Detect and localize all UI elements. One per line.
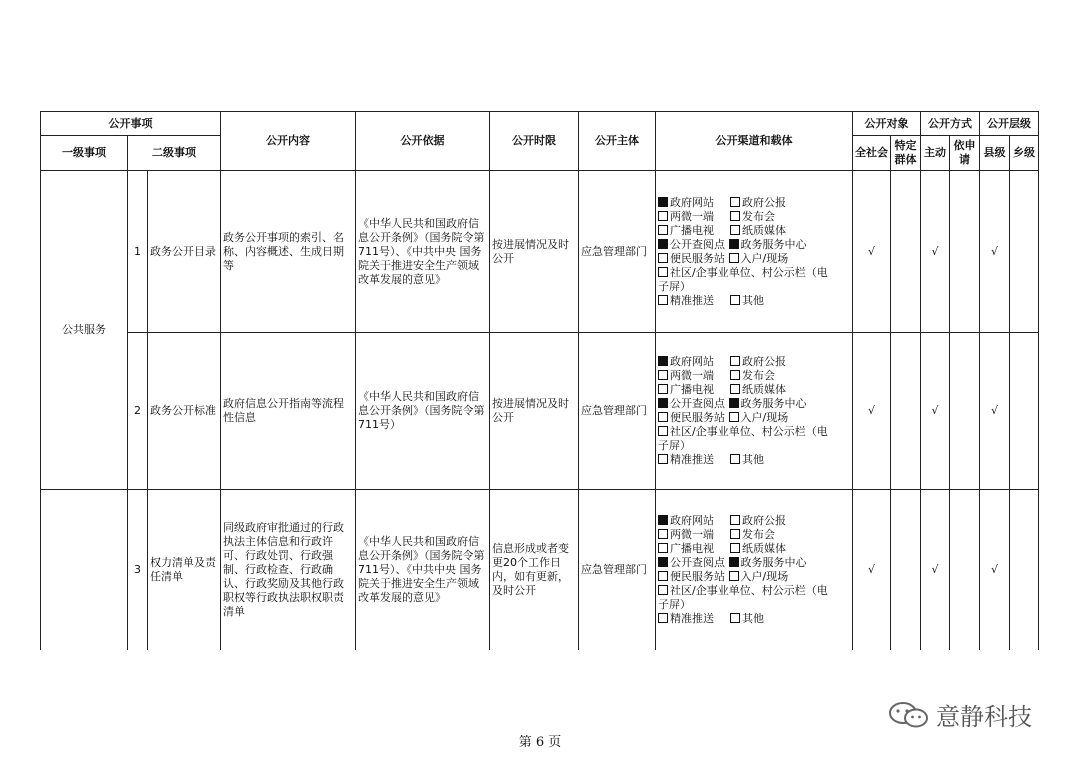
level-county-mark: √	[980, 171, 1010, 333]
channel-broadcast-tv: 广播电视	[670, 223, 715, 237]
level-town-mark	[1010, 171, 1039, 333]
checkbox-icon	[730, 211, 740, 221]
channels-cell	[656, 171, 853, 333]
header-channels: 公开渠道和载体	[656, 112, 853, 171]
checkbox-icon	[658, 370, 668, 380]
watermark-text: 意静科技	[936, 703, 1032, 731]
channel-gov-site: 政府网站	[670, 355, 715, 368]
subject-cell: 应急管理部门	[579, 171, 656, 333]
checkbox-icon	[730, 543, 740, 553]
header-content: 公开内容	[221, 112, 356, 171]
basis-cell: 《中华人民共和国政府信息公开条例》（国务院令第711号）	[356, 333, 490, 490]
channel-service-center: 政务服务中心	[740, 555, 807, 569]
header-level: 公开层级	[980, 112, 1039, 136]
checkbox-icon	[658, 585, 668, 595]
header-target: 公开对象	[853, 112, 921, 136]
header-mode: 公开方式	[921, 112, 980, 136]
checkbox-icon	[729, 571, 739, 581]
content-cell: 政府信息公开指南等流程性信息	[221, 333, 356, 490]
level-county-mark: √	[980, 333, 1010, 490]
checkbox-icon	[730, 370, 740, 380]
checkbox-icon	[730, 384, 740, 394]
checkbox-icon	[730, 529, 740, 539]
channel-paper-media: 纸质媒体	[742, 223, 787, 237]
channel-bulletin: 社区/企事业单位、村公示栏（电	[670, 265, 828, 279]
checkbox-icon	[658, 267, 668, 277]
checked-box-icon	[729, 398, 739, 408]
header-level1: 一级事项	[41, 136, 128, 171]
content-cell: 政务公开事项的索引、名称、内容概述、生成日期等	[221, 171, 356, 333]
channel-precise-push: 精准推送	[670, 453, 715, 466]
channel-public-reading: 公开查阅点	[670, 397, 726, 410]
time-limit-cell: 按进展情况及时公开	[490, 171, 579, 333]
checkbox-icon	[658, 426, 668, 436]
mode-apply-mark	[950, 490, 980, 650]
level1-item-empty	[41, 490, 128, 650]
checked-box-icon	[658, 197, 668, 207]
table-row	[41, 171, 1039, 333]
channel-press-conf: 发布会	[742, 527, 776, 541]
time-limit-cell: 按进展情况及时公开	[490, 333, 579, 490]
channel-two-weibo: 两微一端	[670, 209, 715, 223]
checkbox-icon	[730, 356, 740, 366]
target-specific-mark	[891, 333, 921, 490]
basis-cell: 《中华人民共和国政府信息公开条例》（国务院令第711号）、《中共中央 国务院关于推进安全生产领域改革发展的意见》	[356, 490, 490, 650]
checked-box-icon	[658, 398, 668, 408]
header-level2: 二级事项	[128, 136, 221, 171]
level-town-mark	[1010, 333, 1039, 490]
checkbox-icon	[658, 295, 668, 305]
level2-item: 政务公开标准	[148, 333, 221, 490]
checkbox-icon	[658, 571, 668, 581]
channel-bulletin-cont: 子屏）	[658, 279, 692, 293]
table-row	[41, 333, 1039, 490]
checkbox-icon	[730, 197, 740, 207]
channel-other: 其他	[742, 453, 765, 466]
channel-paper-media: 纸质媒体	[742, 541, 787, 555]
checkbox-icon	[658, 384, 668, 394]
channel-door-onsite: 入户/现场	[740, 411, 789, 424]
mode-active-mark: √	[921, 490, 950, 650]
header-row-1	[41, 112, 1039, 136]
channel-two-weibo: 两微一端	[670, 369, 715, 382]
header-target-specific: 特定群体	[891, 136, 921, 171]
channel-bulletin-cont: 子屏）	[658, 597, 692, 611]
channels-cell	[656, 333, 853, 490]
channel-precise-push: 精准推送	[670, 293, 715, 307]
header-items: 公开事项	[41, 112, 221, 136]
channel-press-conf: 发布会	[742, 369, 776, 382]
target-all-mark: √	[853, 333, 891, 490]
channel-other: 其他	[742, 293, 765, 307]
channel-press-conf: 发布会	[742, 209, 776, 223]
level1-item: 公共服务	[41, 171, 128, 490]
channel-bulletin: 社区/企事业单位、村公示栏（电	[670, 583, 828, 597]
channel-service-center: 政务服务中心	[740, 237, 807, 251]
channel-bulletin-cont: 子屏）	[658, 439, 692, 452]
wechat-icon	[888, 701, 930, 729]
table-row	[41, 490, 1039, 650]
channel-door-onsite: 入户/现场	[740, 251, 789, 265]
channel-public-reading: 公开查阅点	[670, 555, 726, 569]
channel-gov-gazette: 政府公报	[742, 355, 787, 368]
channel-broadcast-tv: 广播电视	[670, 541, 715, 555]
checkbox-icon	[658, 613, 668, 623]
checkbox-icon	[658, 412, 668, 422]
header-mode-apply: 依申请	[950, 136, 980, 171]
channel-bulletin: 社区/企事业单位、村公示栏（电	[670, 425, 828, 438]
checkbox-icon	[658, 529, 668, 539]
checkbox-icon	[730, 515, 740, 525]
checked-box-icon	[658, 557, 668, 567]
channel-service-station: 便民服务站	[670, 569, 726, 583]
checked-box-icon	[658, 515, 668, 525]
basis-cell: 《中华人民共和国政府信息公开条例》（国务院令第711号）、《中共中央 国务院关于推进安全生产领域改革发展的意见》	[356, 171, 490, 333]
checked-box-icon	[729, 239, 739, 249]
checked-box-icon	[729, 557, 739, 567]
checkbox-icon	[730, 454, 740, 464]
mode-active-mark: √	[921, 171, 950, 333]
checked-box-icon	[658, 239, 668, 249]
channel-two-weibo: 两微一端	[670, 527, 715, 541]
checkbox-icon	[658, 253, 668, 263]
level-town-mark	[1010, 490, 1039, 650]
header-subject: 公开主体	[579, 112, 656, 171]
channel-service-center: 政务服务中心	[740, 397, 807, 410]
header-target-all: 全社会	[853, 136, 891, 171]
checkbox-icon	[658, 454, 668, 464]
checkbox-icon	[658, 543, 668, 553]
checkbox-icon	[729, 412, 739, 422]
channels-cell	[656, 490, 853, 650]
channel-service-station: 便民服务站	[670, 411, 726, 424]
level2-item: 权力清单及责任清单	[148, 490, 221, 650]
watermark	[888, 697, 1032, 732]
target-specific-mark	[891, 490, 921, 650]
channel-precise-push: 精准推送	[670, 611, 715, 625]
header-basis: 公开依据	[356, 112, 490, 171]
target-specific-mark	[891, 171, 921, 333]
header-mode-active: 主动	[921, 136, 950, 171]
mode-active-mark: √	[921, 333, 950, 490]
row-number: 2	[128, 333, 148, 490]
header-level-town: 乡级	[1010, 136, 1039, 171]
checkbox-icon	[658, 211, 668, 221]
mode-apply-mark	[950, 333, 980, 490]
page-number: 第 6 页	[518, 735, 562, 750]
channel-other: 其他	[742, 611, 765, 625]
subject-cell: 应急管理部门	[579, 333, 656, 490]
content-cell: 同级政府审批通过的行政执法主体信息和行政许可、行政处罚、行政强制、行政检查、行政确认、行政奖励及其他行政职权等行政执法职权职责清单	[221, 490, 356, 650]
channel-broadcast-tv: 广播电视	[670, 383, 715, 396]
disclosure-table	[40, 111, 1039, 650]
channel-service-station: 便民服务站	[670, 251, 726, 265]
channel-paper-media: 纸质媒体	[742, 383, 787, 396]
mode-apply-mark	[950, 171, 980, 333]
checked-box-icon	[658, 356, 668, 366]
time-limit-cell: 信息形成或者变更20个工作日内，如有更新，及时公开	[490, 490, 579, 650]
channel-gov-site: 政府网站	[670, 513, 715, 527]
channel-gov-site: 政府网站	[670, 195, 715, 209]
row-number: 1	[128, 171, 148, 333]
target-all-mark: √	[853, 490, 891, 650]
checkbox-icon	[658, 225, 668, 235]
channel-gov-gazette: 政府公报	[742, 195, 787, 209]
checkbox-icon	[729, 253, 739, 263]
level2-item: 政务公开目录	[148, 171, 221, 333]
header-time-limit: 公开时限	[490, 112, 579, 171]
checkbox-icon	[730, 225, 740, 235]
channel-public-reading: 公开查阅点	[670, 237, 726, 251]
level-county-mark: √	[980, 490, 1010, 650]
subject-cell: 应急管理部门	[579, 490, 656, 650]
row-number: 3	[128, 490, 148, 650]
channel-gov-gazette: 政府公报	[742, 513, 787, 527]
checkbox-icon	[730, 295, 740, 305]
channel-door-onsite: 入户/现场	[740, 569, 789, 583]
checkbox-icon	[730, 613, 740, 623]
target-all-mark: √	[853, 171, 891, 333]
header-level-county: 县级	[980, 136, 1010, 171]
